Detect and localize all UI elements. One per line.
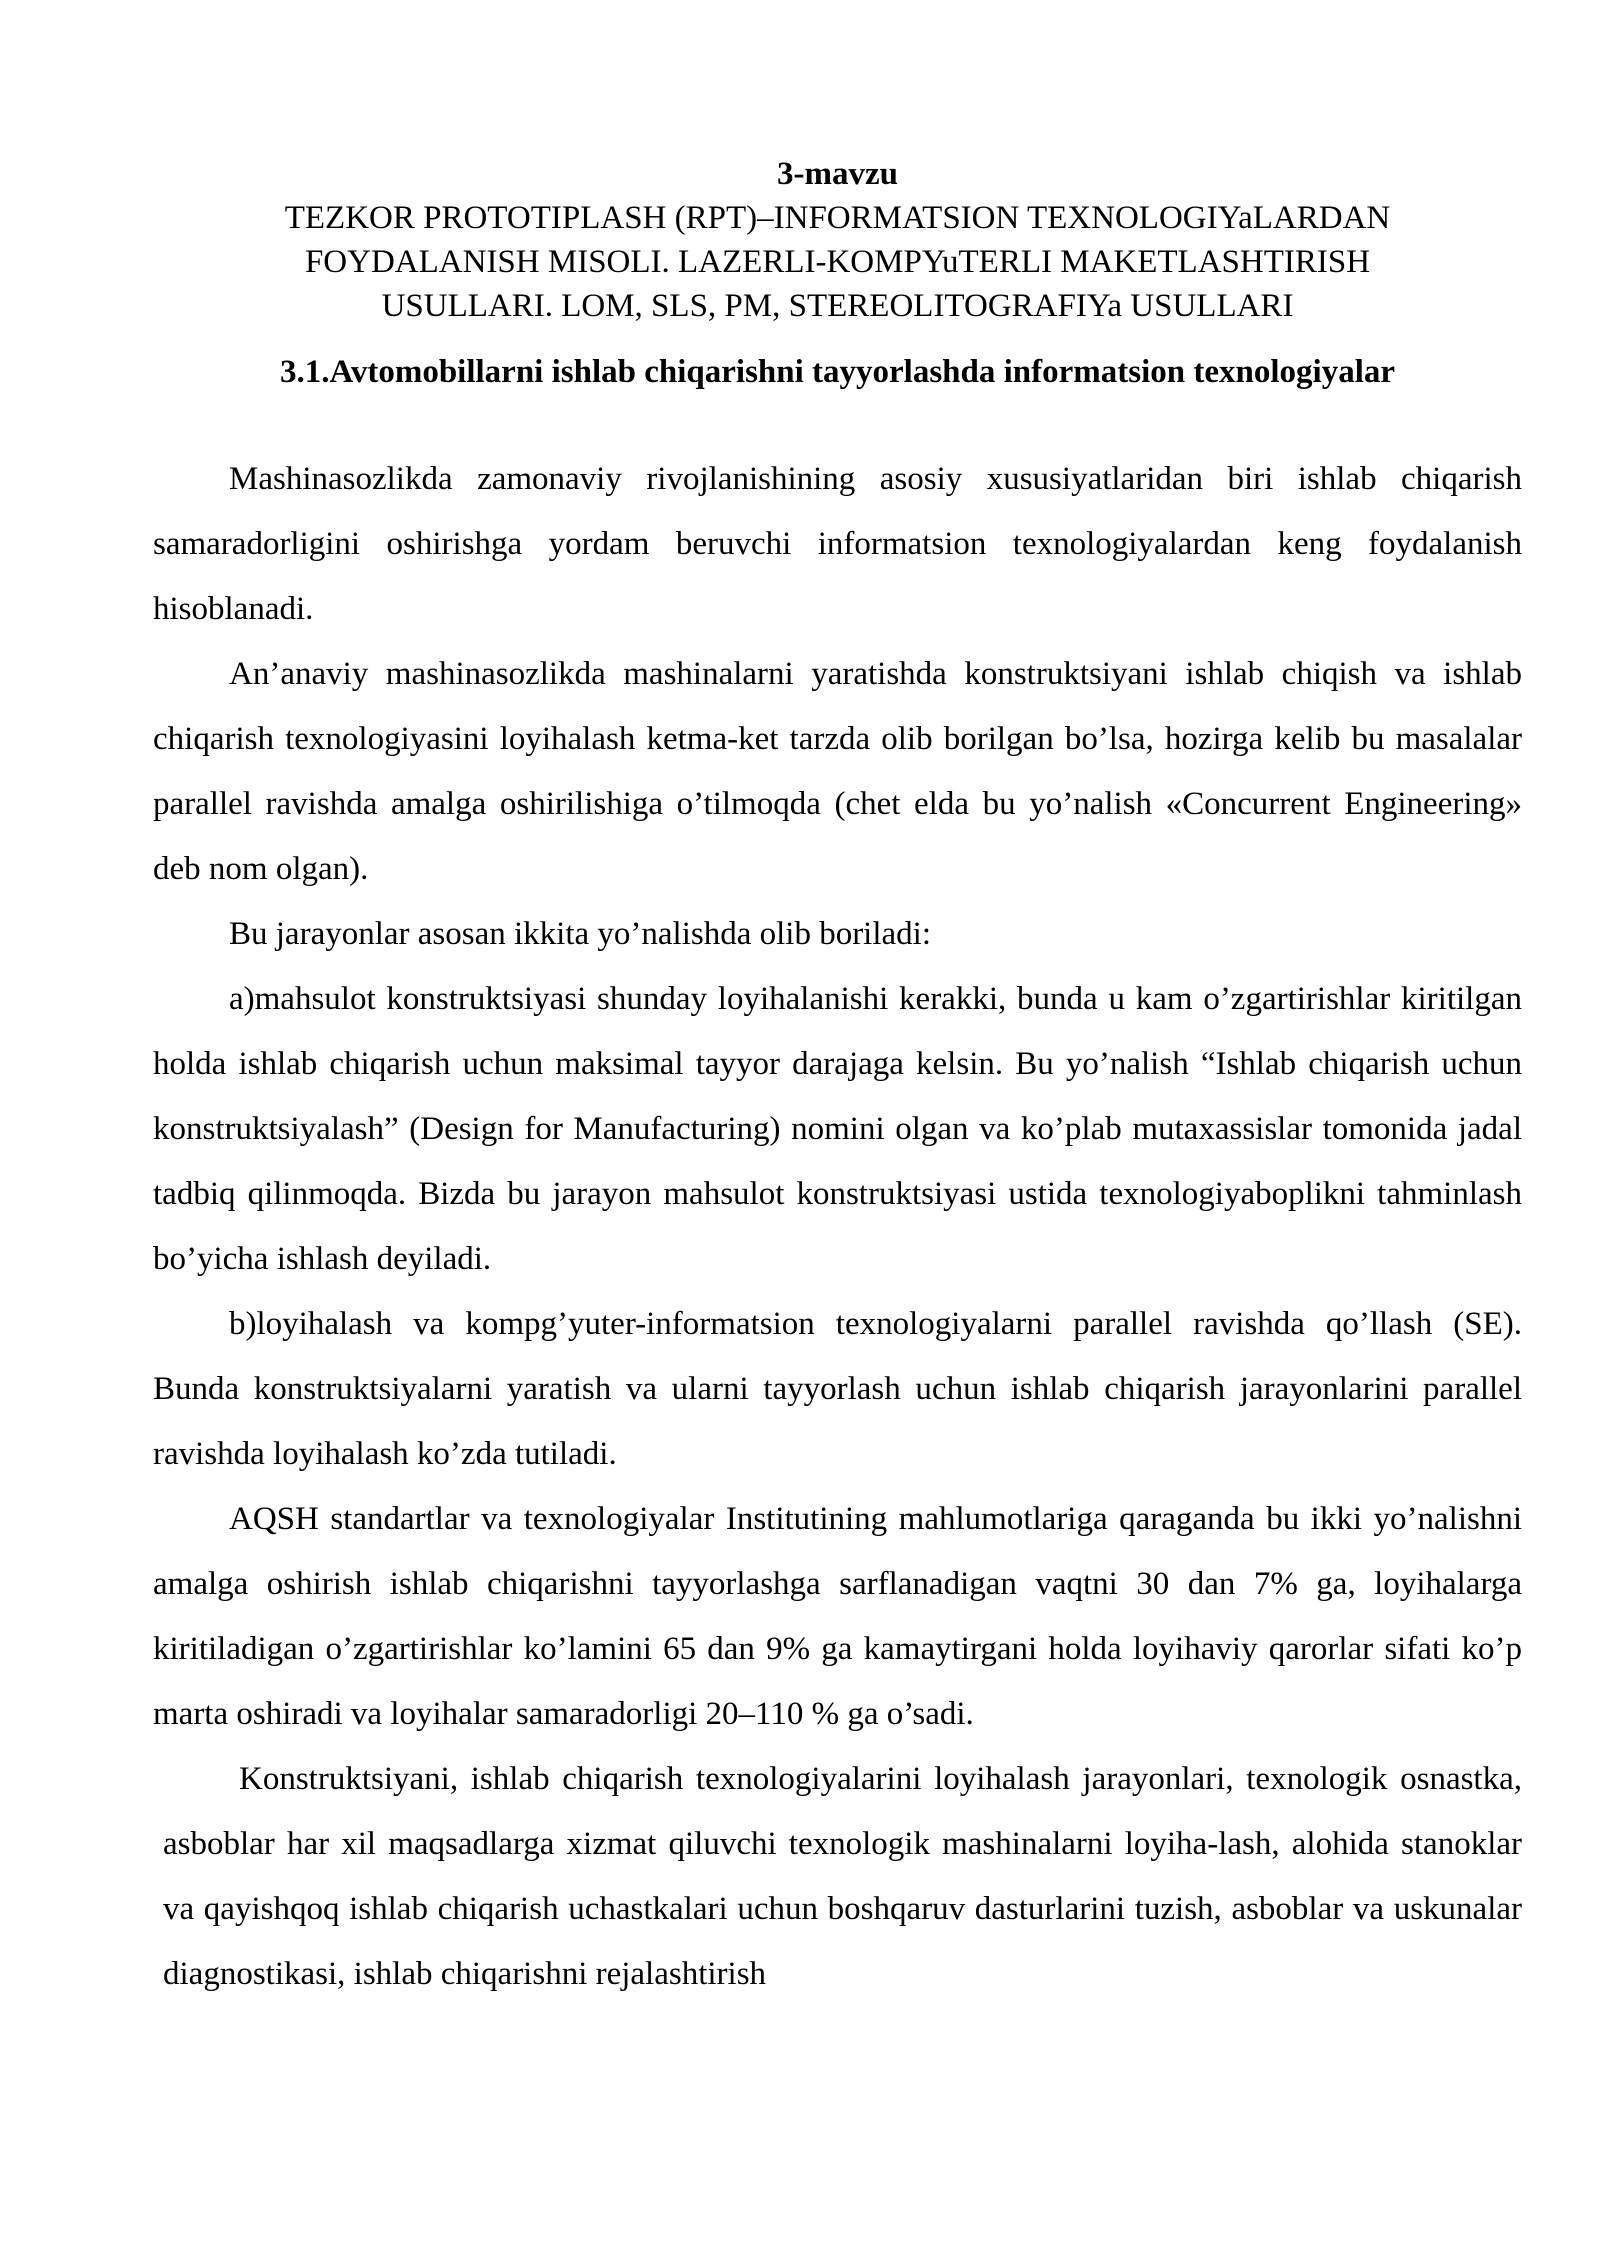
topic-title bbox=[153, 196, 1522, 328]
paragraph-1: Mashinasozlikda zamonaviy rivojlanishining asosiy xususiyatlaridan biri ishlab chiqarish samaradorligini oshirishga yordam beruvchi informatsion texnologiyalardan keng foydalanish hisoblanadi. bbox=[153, 461, 1522, 627]
topic-number: 3-mavzu bbox=[777, 156, 898, 192]
topic-title-line-2: FOYDALANISH MISOLI. LAZERLI-KOMPYuTERLI MAKETLASHTIRISH bbox=[304, 244, 1371, 280]
document-content bbox=[153, 152, 1522, 2007]
paragraph-6: AQSH standartlar va texnologiyalar Institutining mahlumotlariga qaraganda bu ikki yo’nalishni amalga oshirish ishlab chiqarishni tayyorlashga sarflanadigan vaqtni 30 dan 7% ga, loyihalarga kiritiladigan o’zgartirishlar ko’lamini 65 dan 9% ga kamaytirgani holda loyihaviy qarorlar sifati ko’p marta oshiradi va loyihalar samaradorligi 20–110 % ga o’sadi. bbox=[153, 1501, 1522, 1732]
topic-title-line-1: TEZKOR PROTOTIPLASH (RPT)–INFORMATSION TEXNOLOGIYaLARDAN bbox=[284, 200, 1391, 236]
paragraph-4: a)mahsulot konstruktsiyasi shunday loyihalanishi kerakki, bunda u kam o’zgartirishlar kiritilgan holda ishlab chiqarish uchun maksimal tayyor darajaga kelsin. Bu yo’nalish “Ishlab chiqarish uchun konstruktsiyalash” (Design for Manufacturing) nomini olgan va ko’plab mutaxassislar tomonida jadal tadbiq qilinmoqda. Bizda bu jarayon mahsulot konstruktsiyasi ustida texnologiyaboplikni tahminlash bo’yicha ishlash deyiladi. bbox=[153, 981, 1522, 1277]
paragraph-3: Bu jarayonlar asosan ikkita yo’nalishda olib boriladi: bbox=[229, 916, 932, 952]
paragraph-5: b)loyihalash va kompg’yuter-informatsion texnologiyalarni parallel ravishda qo’llash (SE). Bunda konstruktsiyalarni yaratish va ularni tayyorlash uchun ishlab chiqarish jarayonlarini parallel ravishda loyihalash ko’zda tutiladi. bbox=[153, 1306, 1522, 1472]
section-heading: 3.1.Avtomobillarni ishlab chiqarishni tayyorlashda informatsion texnologiyalar bbox=[279, 354, 1396, 390]
topic-title-line-3: USULLARI. LOM, SLS, PM, STEREOLITOGRAFIYa USULLARI bbox=[381, 288, 1294, 324]
paragraph-7: Konstruktsiyani, ishlab chiqarish texnologiyalarini loyihalash jarayonlari, texnologik osnastka, asboblar har xil maqsadlarga xizmat qiluvchi texnologik mashinalarni loyiha-lash, alohida stanoklar va qayishqoq ishlab chiqarish uchastkalari uchun boshqaruv dasturlarini tuzish, asboblar va uskunalar diagnostikasi, ishlab chiqarishni rejalashtirish bbox=[163, 1761, 1522, 1992]
paragraph-2: An’anaviy mashinasozlikda mashinalarni yaratishda konstruktsiyani ishlab chiqish va ishlab chiqarish texnologiyasini loyihalash ketma-ket tarzda olib borilgan bo’lsa, hozirga kelib bu masalalar parallel ravishda amalga oshirilishiga o’tilmoqda (chet elda bu yo’nalish «Concurrent Engineering» deb nom olgan). bbox=[153, 656, 1522, 887]
